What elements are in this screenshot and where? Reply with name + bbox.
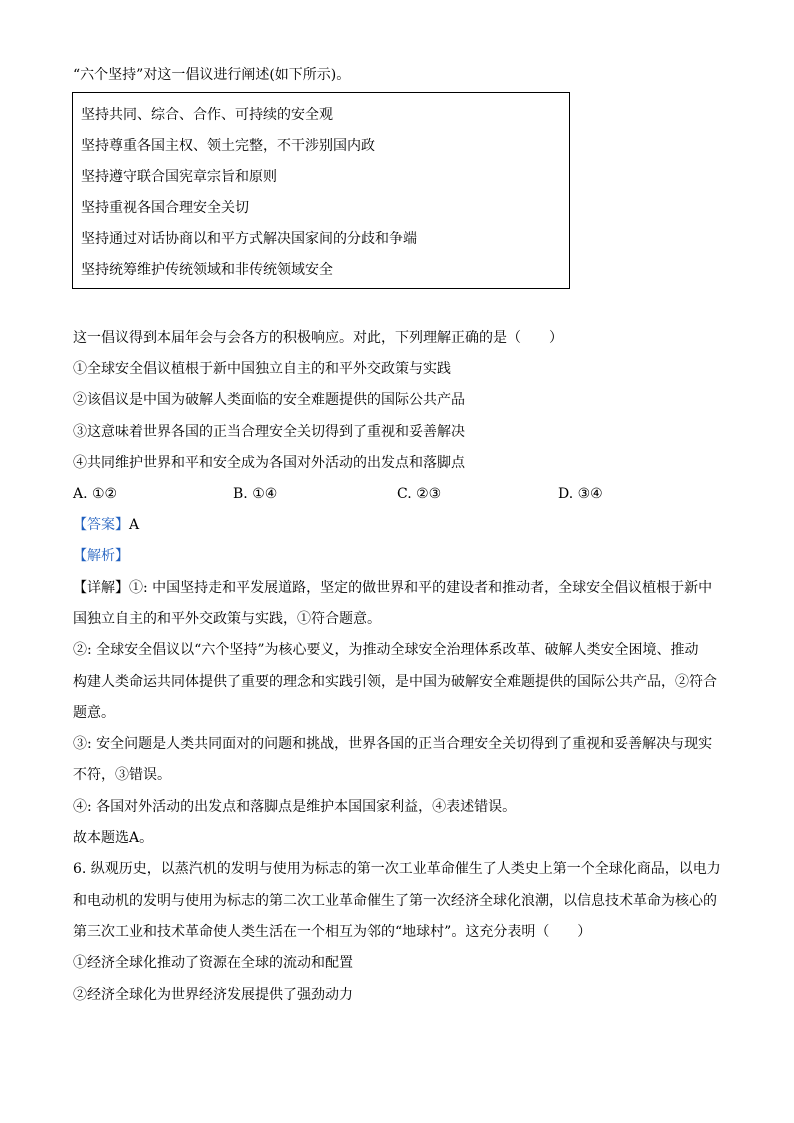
detail-line: 国独立自主的和平外交政策与实践，①符合题意。: [73, 611, 381, 627]
conclusion-line: 故本题选A。: [73, 830, 154, 846]
analysis-label: 【解析】: [73, 548, 129, 564]
q6-statement: ②经济全球化为世界经济发展提供了强劲动力: [73, 987, 353, 1003]
q6-line: 第三次工业和技术革命使人类生活在一个相互为邻的“地球村”。这充分表明（ ）: [73, 924, 592, 940]
answer-value: A: [129, 517, 140, 533]
six-persistences-box: [72, 92, 570, 289]
option-b: B. ①④: [233, 486, 278, 502]
q6-line: 和电动机的发明与使用为标志的第二次工业革命催生了第一次经济全球化浪潮，以信息技术革命为核心的: [73, 893, 717, 909]
statement: ③这意味着世界各国的正当合理安全关切得到了重视和妥善解决: [73, 424, 465, 440]
intro-text: “六个坚持”对这一倡议进行阐述(如下所示)。: [73, 67, 351, 83]
option-c: C. ②③: [397, 486, 442, 502]
box-item: 坚持共同、综合、合作、可持续的安全观: [81, 107, 333, 123]
option-d: D. ③④: [558, 486, 603, 502]
detail-line: [73, 578, 712, 598]
statement: ④共同维护世界和平和安全成为各国对外活动的出发点和落脚点: [73, 455, 465, 471]
option-a: A. ①②: [73, 486, 118, 502]
q6-line: 6. 纵观历史，以蒸汽机的发明与使用为标志的第一次工业革命催生了人类史上第一个全球化商品，以电力: [73, 861, 721, 877]
detail-line: 构建人类命运共同体提供了重要的理念和实践引领，是中国为破解安全难题提供的国际公共产品，②符合: [73, 674, 717, 690]
detail-line: ②: 全球安全倡议以“六个坚持”为核心要义，为推动全球安全治理体系改革、破解人类安全困境、推动: [73, 642, 699, 658]
box-item: 坚持统筹维护传统领域和非传统领域安全: [81, 262, 333, 278]
box-item: 坚持尊重各国主权、领土完整，不干涉别国内政: [81, 138, 375, 154]
detail-text: ①: 中国坚持走和平发展道路，坚定的做世界和平的建设者和推动者，全球安全倡议植根于新中: [129, 580, 713, 596]
answer-label: 【答案】: [73, 517, 129, 533]
box-item: 坚持重视各国合理安全关切: [81, 200, 249, 216]
statement: ②该倡议是中国为破解人类面临的安全难题提供的国际公共产品: [73, 392, 465, 408]
detail-line: 不符，③错误。: [73, 767, 171, 783]
box-item: 坚持通过对话协商以和平方式解决国家间的分歧和争端: [81, 231, 417, 247]
question-stem: 这一倡议得到本届年会与会各方的积极响应。对此，下列理解正确的是（ ）: [73, 330, 563, 346]
answer-line: [73, 515, 139, 535]
statement: ①全球安全倡议植根于新中国独立自主的和平外交政策与实践: [73, 361, 451, 377]
detail-label: 【详解】: [73, 580, 129, 596]
q6-statement: ①经济全球化推动了资源在全球的流动和配置: [73, 955, 353, 971]
detail-line: 题意。: [73, 705, 115, 721]
box-item: 坚持遵守联合国宪章宗旨和原则: [81, 169, 277, 185]
detail-line: ④: 各国对外活动的出发点和落脚点是维护本国国家利益，④表述错误。: [73, 799, 517, 815]
detail-line: ③: 安全问题是人类共同面对的问题和挑战，世界各国的正当合理安全关切得到了重视和妥善解决与现实: [73, 736, 713, 752]
analysis-line: [73, 546, 129, 566]
